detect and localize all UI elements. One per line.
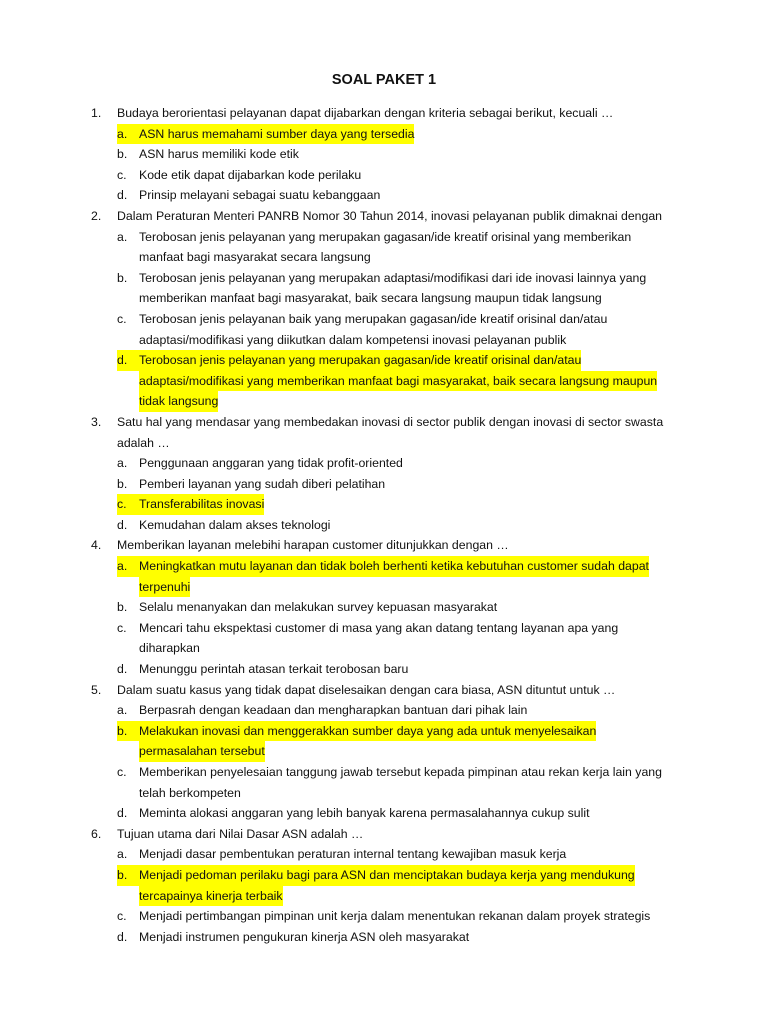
option-text: Terobosan jenis pelayanan yang merupakan gagasan/ide kreatif orisinal yang memberikan [139,229,632,244]
option-text: adaptasi/modifikasi yang diikutkan dalam kompetensi inovasi pelayanan publik [139,332,567,347]
answer-option [0,227,768,268]
answer-option [0,268,768,309]
option-line [0,865,768,886]
question-text: Dalam Peraturan Menteri PANRB Nomor 30 Tahun 2014, inovasi pelayanan publik dimaknai dengan [117,208,663,223]
answer-option [0,618,768,659]
answer-option [0,927,768,948]
answer-option [0,185,768,206]
option-text: Terobosan jenis pelayanan yang merupakan gagasan/ide kreatif orisinal dan/atau [139,350,581,371]
option-letter: a. [117,703,128,718]
option-line [0,618,768,639]
option-line [0,227,768,248]
option-text: Meminta alokasi anggaran yang lebih banyak karena permasalahannya cukup sulit [139,806,590,821]
option-line [0,597,768,618]
question-item [0,412,768,536]
highlighted-answer-option [0,556,768,597]
option-text: manfaat bagi masyarakat secara langsung [139,250,371,265]
highlighted-answer-option [0,721,768,762]
option-text: memberikan manfaat bagi masyarakat, baik secara langsung maupun tidak langsung [139,291,602,306]
option-text: Memberikan penyelesaian tanggung jawab tersebut kepada pimpinan atau rekan kerja lain yang [139,765,662,779]
option-text: telah berkompeten [139,785,241,800]
question-line [0,206,768,227]
question-number: 1. [91,106,102,120]
option-line [0,371,768,392]
option-text: Menjadi pertimbangan pimpinan unit kerja dalam menentukan rekanan dalam proyek strategis [139,909,651,924]
option-line [0,927,768,948]
option-text: tidak langsung [139,391,218,412]
answer-option [0,144,768,165]
option-letter: b. [117,270,128,285]
option-line [0,577,768,598]
option-letter: d. [117,806,128,821]
option-letter: b. [117,600,128,615]
question-text: Tujuan utama dari Nilai Dasar ASN adalah … [117,826,364,841]
option-text: Prinsip melayani sebagai suatu kebanggaan [139,188,381,203]
option-text: Mencari tahu ekspektasi customer di masa yang akan datang tentang layanan apa yang [139,620,619,635]
option-line [0,515,768,536]
option-letter: c. [117,620,127,635]
option-line [0,330,768,351]
option-letter: c. [117,909,127,924]
question-text: Satu hal yang mendasar yang membedakan inovasi di sector publik dengan inovasi di sector swasta [117,414,664,429]
option-letter: a. [117,456,128,471]
answer-option [0,597,768,618]
question-item [0,535,768,679]
question-line [0,535,768,556]
question-text: Dalam suatu kasus yang tidak dapat diselesaikan dengan cara biasa, ASN dituntut untuk … [117,682,616,697]
option-line [0,741,768,762]
option-line [0,165,768,186]
option-letter: c. [117,494,141,515]
question-text: Budaya berorientasi pelayanan dapat dijabarkan dengan kriteria sebagai berikut, kecuali … [117,106,614,120]
option-letter: a. [117,124,141,145]
question-list [0,103,768,947]
option-letter: b. [117,147,128,162]
question-line [0,103,768,124]
option-line [0,309,768,330]
answer-option [0,762,768,803]
answer-option [0,659,768,680]
option-letter: c. [117,167,127,182]
option-text: Menjadi instrumen pengukuran kinerja ASN oleh masyarakat [139,929,470,944]
option-text: Menunggu perintah atasan terkait terobosan baru [139,662,409,677]
highlighted-answer-option [0,124,768,145]
question-number: 5. [91,682,102,697]
option-line [0,288,768,309]
option-letter: b. [117,721,141,742]
answer-option [0,309,768,350]
option-line [0,474,768,495]
option-text: ASN harus memiliki kode etik [139,147,299,162]
option-text: Melakukan inovasi dan menggerakkan sumber daya yang ada untuk menyelesaikan [139,721,596,742]
option-text: permasalahan tersebut [139,741,265,762]
option-text: terpenuhi [139,577,190,598]
option-letter: a. [117,847,128,862]
answer-option [0,906,768,927]
option-letter: a. [117,229,128,244]
question-number: 6. [91,826,102,841]
option-letter: b. [117,865,141,886]
option-letter: d. [117,517,128,532]
option-text: Selalu menanyakan dan melakukan survey kepuasan masyarakat [139,600,498,615]
option-line [0,721,768,742]
option-text: diharapkan [139,641,200,656]
option-letter: d. [117,188,128,203]
option-text: ASN harus memahami sumber daya yang tersedia [139,124,414,145]
option-line [0,124,768,145]
option-line [0,659,768,680]
option-line [0,494,768,515]
option-line [0,638,768,659]
option-text: adaptasi/modifikasi yang memberikan manfaat bagi masyarakat, baik secara langsung maupun [139,371,657,392]
option-letter: b. [117,476,128,491]
option-line [0,783,768,804]
question-line [0,824,768,845]
question-text: adalah … [117,435,170,450]
option-letter: d. [117,929,128,944]
option-line [0,350,768,371]
answer-option [0,453,768,474]
question-text: Memberikan layanan melebihi harapan customer ditunjukkan dengan … [117,538,509,553]
option-text: Transferabilitas inovasi [139,494,264,515]
answer-option [0,700,768,721]
highlighted-answer-option [0,350,768,412]
option-text: tercapainya kinerja terbaik [139,886,283,907]
option-line [0,700,768,721]
option-line [0,144,768,165]
option-text: Penggunaan anggaran yang tidak profit-oriented [139,456,403,471]
highlighted-answer-option [0,865,768,906]
question-number: 2. [91,208,102,223]
option-letter: c. [117,765,127,779]
option-letter: d. [117,662,128,677]
option-line [0,886,768,907]
question-item [0,680,768,824]
option-line [0,906,768,927]
option-line [0,247,768,268]
option-line [0,803,768,824]
option-text: Meningkatkan mutu layanan dan tidak boleh berhenti ketika kebutuhan customer sudah dapat [139,556,649,577]
option-text: Terobosan jenis pelayanan yang merupakan adaptasi/modifikasi dari ide inovasi lainnya yang [139,270,647,285]
option-letter: a. [117,556,141,577]
option-line [0,762,768,783]
option-line [0,453,768,474]
answer-option [0,474,768,495]
question-line [0,680,768,701]
option-text: Menjadi dasar pembentukan peraturan internal tentang kewajiban masuk kerja [139,847,567,862]
highlighted-answer-option [0,494,768,515]
option-text: Kode etik dapat dijabarkan kode perilaku [139,167,362,182]
option-text: Kemudahan dalam akses teknologi [139,517,331,532]
question-line [0,433,768,454]
question-line [0,412,768,433]
page-title: SOAL PAKET 1 [331,72,437,88]
option-text: Menjadi pedoman perilaku bagi para ASN dan menciptakan budaya kerja yang mendukung [139,865,635,886]
answer-option [0,515,768,536]
option-letter: d. [117,350,141,371]
option-line [0,268,768,289]
option-letter: c. [117,311,127,326]
answer-option [0,165,768,186]
option-line [0,556,768,577]
option-text: Berpasrah dengan keadaan dan mengharapkan bantuan dari pihak lain [139,703,528,718]
option-text: Terobosan jenis pelayanan baik yang merupakan gagasan/ide kreatif orisinal dan/atau [139,311,608,326]
question-number: 3. [91,414,102,429]
option-line [0,185,768,206]
question-item [0,103,768,206]
question-item [0,206,768,412]
option-line [0,391,768,412]
question-number: 4. [91,538,102,553]
answer-option [0,844,768,865]
option-line [0,844,768,865]
answer-option [0,803,768,824]
question-item [0,824,768,948]
option-text: Pemberi layanan yang sudah diberi pelatihan [139,476,386,491]
